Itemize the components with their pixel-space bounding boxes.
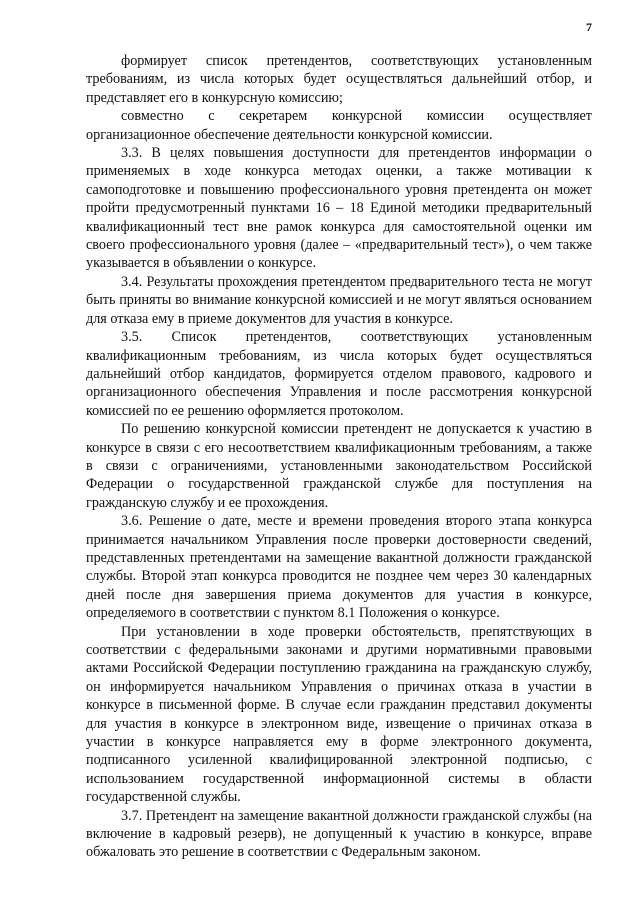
paragraph-3-4-test-results: 3.4. Результаты прохождения претендентом предварительного теста не могут быть приняты во внимание конкурсной комиссией и не могут являться основанием для отказа ему в приеме документов для участия в конкурсе. bbox=[86, 273, 592, 327]
paragraph-3-3-preliminary-test: 3.3. В целях повышения доступности для претендентов информации о применяемых в ходе конкурса методах оценки, а также мотивации к самоподготовке и повышению профессионального уровня претендента он может пройти предусмотренный пунктами 16 – 18 Единой методики предварительный квалификационный тест вне рамок конкурса для самостоятельной оценки им своего профессионального уровня (далее – «предварительный тест»), о чем также указывается в объявлении о конкурсе. bbox=[86, 145, 592, 272]
paragraph-3-6-second-stage: 3.6. Решение о дате, месте и времени проведения второго этапа конкурса принимается начальником Управления после проверки достоверности сведений, представленных претендентами на замещение вакантной должности гражданской службы. Второй этап конкурса проводится не позднее чем через 30 календарных дней после дня завершения приема документов для участия в конкурсе, определяемого в соответствии с пунктом 8.1 Положения о конкурсе. bbox=[86, 513, 592, 622]
paragraph-refusal-notification: При установлении в ходе проверки обстоятельств, препятствующих в соответствии с федеральными законами и другими нормативными правовыми актами Российской Федерации поступлению гражданина на гражданскую службу, он информируется начальником Управления о причинах отказа в участии в конкурсе в письменной форме. В случае если гражданин представил документы для участия в конкурсе в электронном виде, извещение о причинах отказа в участии в конкурсе направляется ему в форме электронного документа, подписанного усиленной квалифицированной электронной подписью, с использованием государственной информационной системы в области государственной службы. bbox=[86, 623, 592, 806]
paragraph-admission-refusal: По решению конкурсной комиссии претендент не допускается к участию в конкурсе в связи с его несоответствием квалификационным требованиям, а также в связи с ограничениями, установленными законодательством Российской Федерации о государственной гражданской службе для поступления на гражданскую службу и ее прохождения. bbox=[86, 421, 592, 511]
document-body bbox=[86, 52, 592, 862]
page-number: 7 bbox=[586, 20, 592, 34]
paragraph-3-5-candidate-list: 3.5. Список претендентов, соответствующих установленным квалификационным требованиям, из числа которых будет осуществляться дальнейший отбор кандидатов, формируется отделом правового, кадрового и организационного обеспечения Управления и после рассмотрения конкурсной комиссией по ее решению оформляется протоколом. bbox=[86, 329, 592, 419]
paragraph-secretary-support: совместно с секретарем конкурсной комиссии осуществляет организационное обеспечение деятельности конкурсной комиссии. bbox=[86, 108, 592, 143]
paragraph-3-7-appeal: 3.7. Претендент на замещение вакантной должности гражданской службы (на включение в кадровый резерв), не допущенный к участию в конкурсе, вправе обжаловать это решение в соответствии с Федеральным законом. bbox=[86, 807, 592, 861]
paragraph-list-formation: формирует список претендентов, соответствующих установленным требованиям, из числа которых будет осуществляться дальнейший отбор, и представляет его в конкурсную комиссию; bbox=[86, 53, 592, 106]
